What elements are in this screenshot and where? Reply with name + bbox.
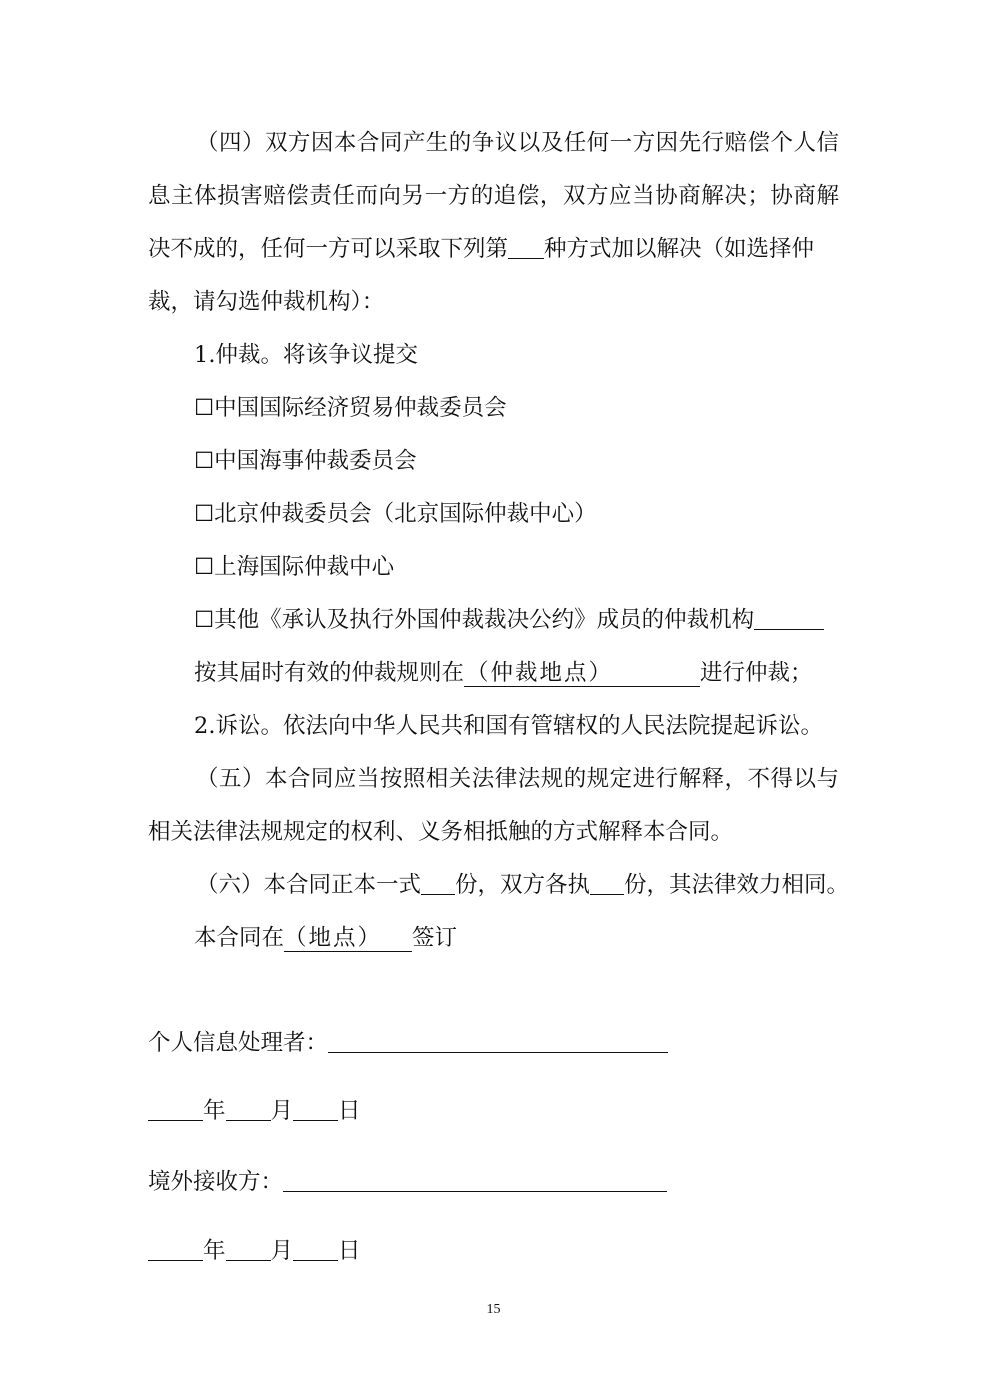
copies-total-blank[interactable] (421, 870, 455, 895)
day-label: 日 (338, 1098, 361, 1124)
recipient-signature-line (148, 1167, 839, 1197)
recipient-month-blank[interactable] (226, 1236, 271, 1261)
institution-option-shiac[interactable]: ☐上海国际仲裁中心 (194, 554, 395, 580)
recipient-day-blank[interactable] (293, 1236, 338, 1261)
clause4-line1: （四）双方因本合同产生的争议以及任何一方因先行赔偿个人信 (196, 130, 839, 156)
clause6-text-b: 份，双方各执 (455, 872, 591, 898)
page-number: 15 (486, 1302, 501, 1317)
clause5-line1: （五）本合同应当按照相关法律法规的规定进行解释，不得以与 (196, 766, 839, 792)
clause4-line3-text-b: 种方式加以解决（如选择仲 (544, 236, 815, 262)
clause5-line2: 相关法律法规规定的权利、义务相抵触的方式解释本合同。 (148, 819, 734, 845)
recipient-label: 境外接收方： (148, 1169, 284, 1195)
copies-each-blank[interactable] (590, 870, 624, 895)
institution-option-cietac[interactable]: ☐中国国际经济贸易仲裁委员会 (194, 395, 507, 421)
clause6-line (196, 870, 850, 900)
processor-month-blank[interactable] (226, 1096, 271, 1121)
arbitration-label: 1.仲裁。将该争议提交 (194, 342, 418, 368)
processor-label: 个人信息处理者： (148, 1030, 329, 1056)
signing-place-line (194, 923, 839, 953)
clause6-text-a: （六）本合同正本一式 (196, 872, 422, 898)
month-label: 月 (270, 1098, 294, 1124)
institution-option-other[interactable] (194, 605, 839, 635)
institution-option-bac[interactable]: ☐北京仲裁委员会（北京国际仲裁中心） (194, 501, 597, 527)
processor-year-blank[interactable] (148, 1096, 203, 1121)
clause4-line3-text-a: 决不成的，任何一方可以采取下列第 (148, 236, 509, 262)
litigation-label: 2.诉讼。依法向中华人民共和国有管辖权的人民法院提起诉讼。 (194, 713, 823, 739)
other-institution-blank[interactable] (754, 605, 824, 630)
day-label: 日 (338, 1238, 361, 1264)
recipient-signature-field[interactable] (283, 1167, 667, 1192)
month-label: 月 (270, 1238, 294, 1264)
clause6-text-c: 份，其法律效力相同。 (624, 872, 850, 898)
year-label: 年 (203, 1098, 226, 1124)
processor-day-blank[interactable] (293, 1096, 338, 1121)
arbitration-place-field[interactable]: （仲裁地点） (464, 660, 700, 687)
processor-signature-field[interactable] (328, 1028, 668, 1053)
arbitration-rules-line (194, 658, 839, 688)
signing-place-field[interactable]: （地点） (284, 925, 412, 952)
rules-text-a: 按其届时有效的仲裁规则在 (194, 660, 465, 686)
institution-other-text: ☐其他《承认及执行外国仲裁裁决公约》成员的仲裁机构 (194, 607, 755, 633)
recipient-date-line (148, 1236, 839, 1266)
rules-text-b: 进行仲裁； (700, 660, 813, 686)
signing-text-a: 本合同在 (194, 925, 285, 951)
clause4-line2: 息主体损害赔偿责任而向另一方的追偿，双方应当协商解决；协商解 (148, 183, 839, 209)
method-number-blank[interactable] (508, 234, 544, 259)
clause4-line4: 裁，请勾选仲裁机构）： (148, 289, 385, 315)
processor-date-line (148, 1096, 839, 1126)
year-label: 年 (203, 1238, 226, 1264)
processor-signature-line (148, 1028, 839, 1058)
signing-text-b: 签订 (412, 925, 458, 951)
institution-option-cmac[interactable]: ☐中国海事仲裁委员会 (194, 448, 417, 474)
recipient-year-blank[interactable] (148, 1236, 203, 1261)
clause4-line3 (148, 234, 839, 264)
